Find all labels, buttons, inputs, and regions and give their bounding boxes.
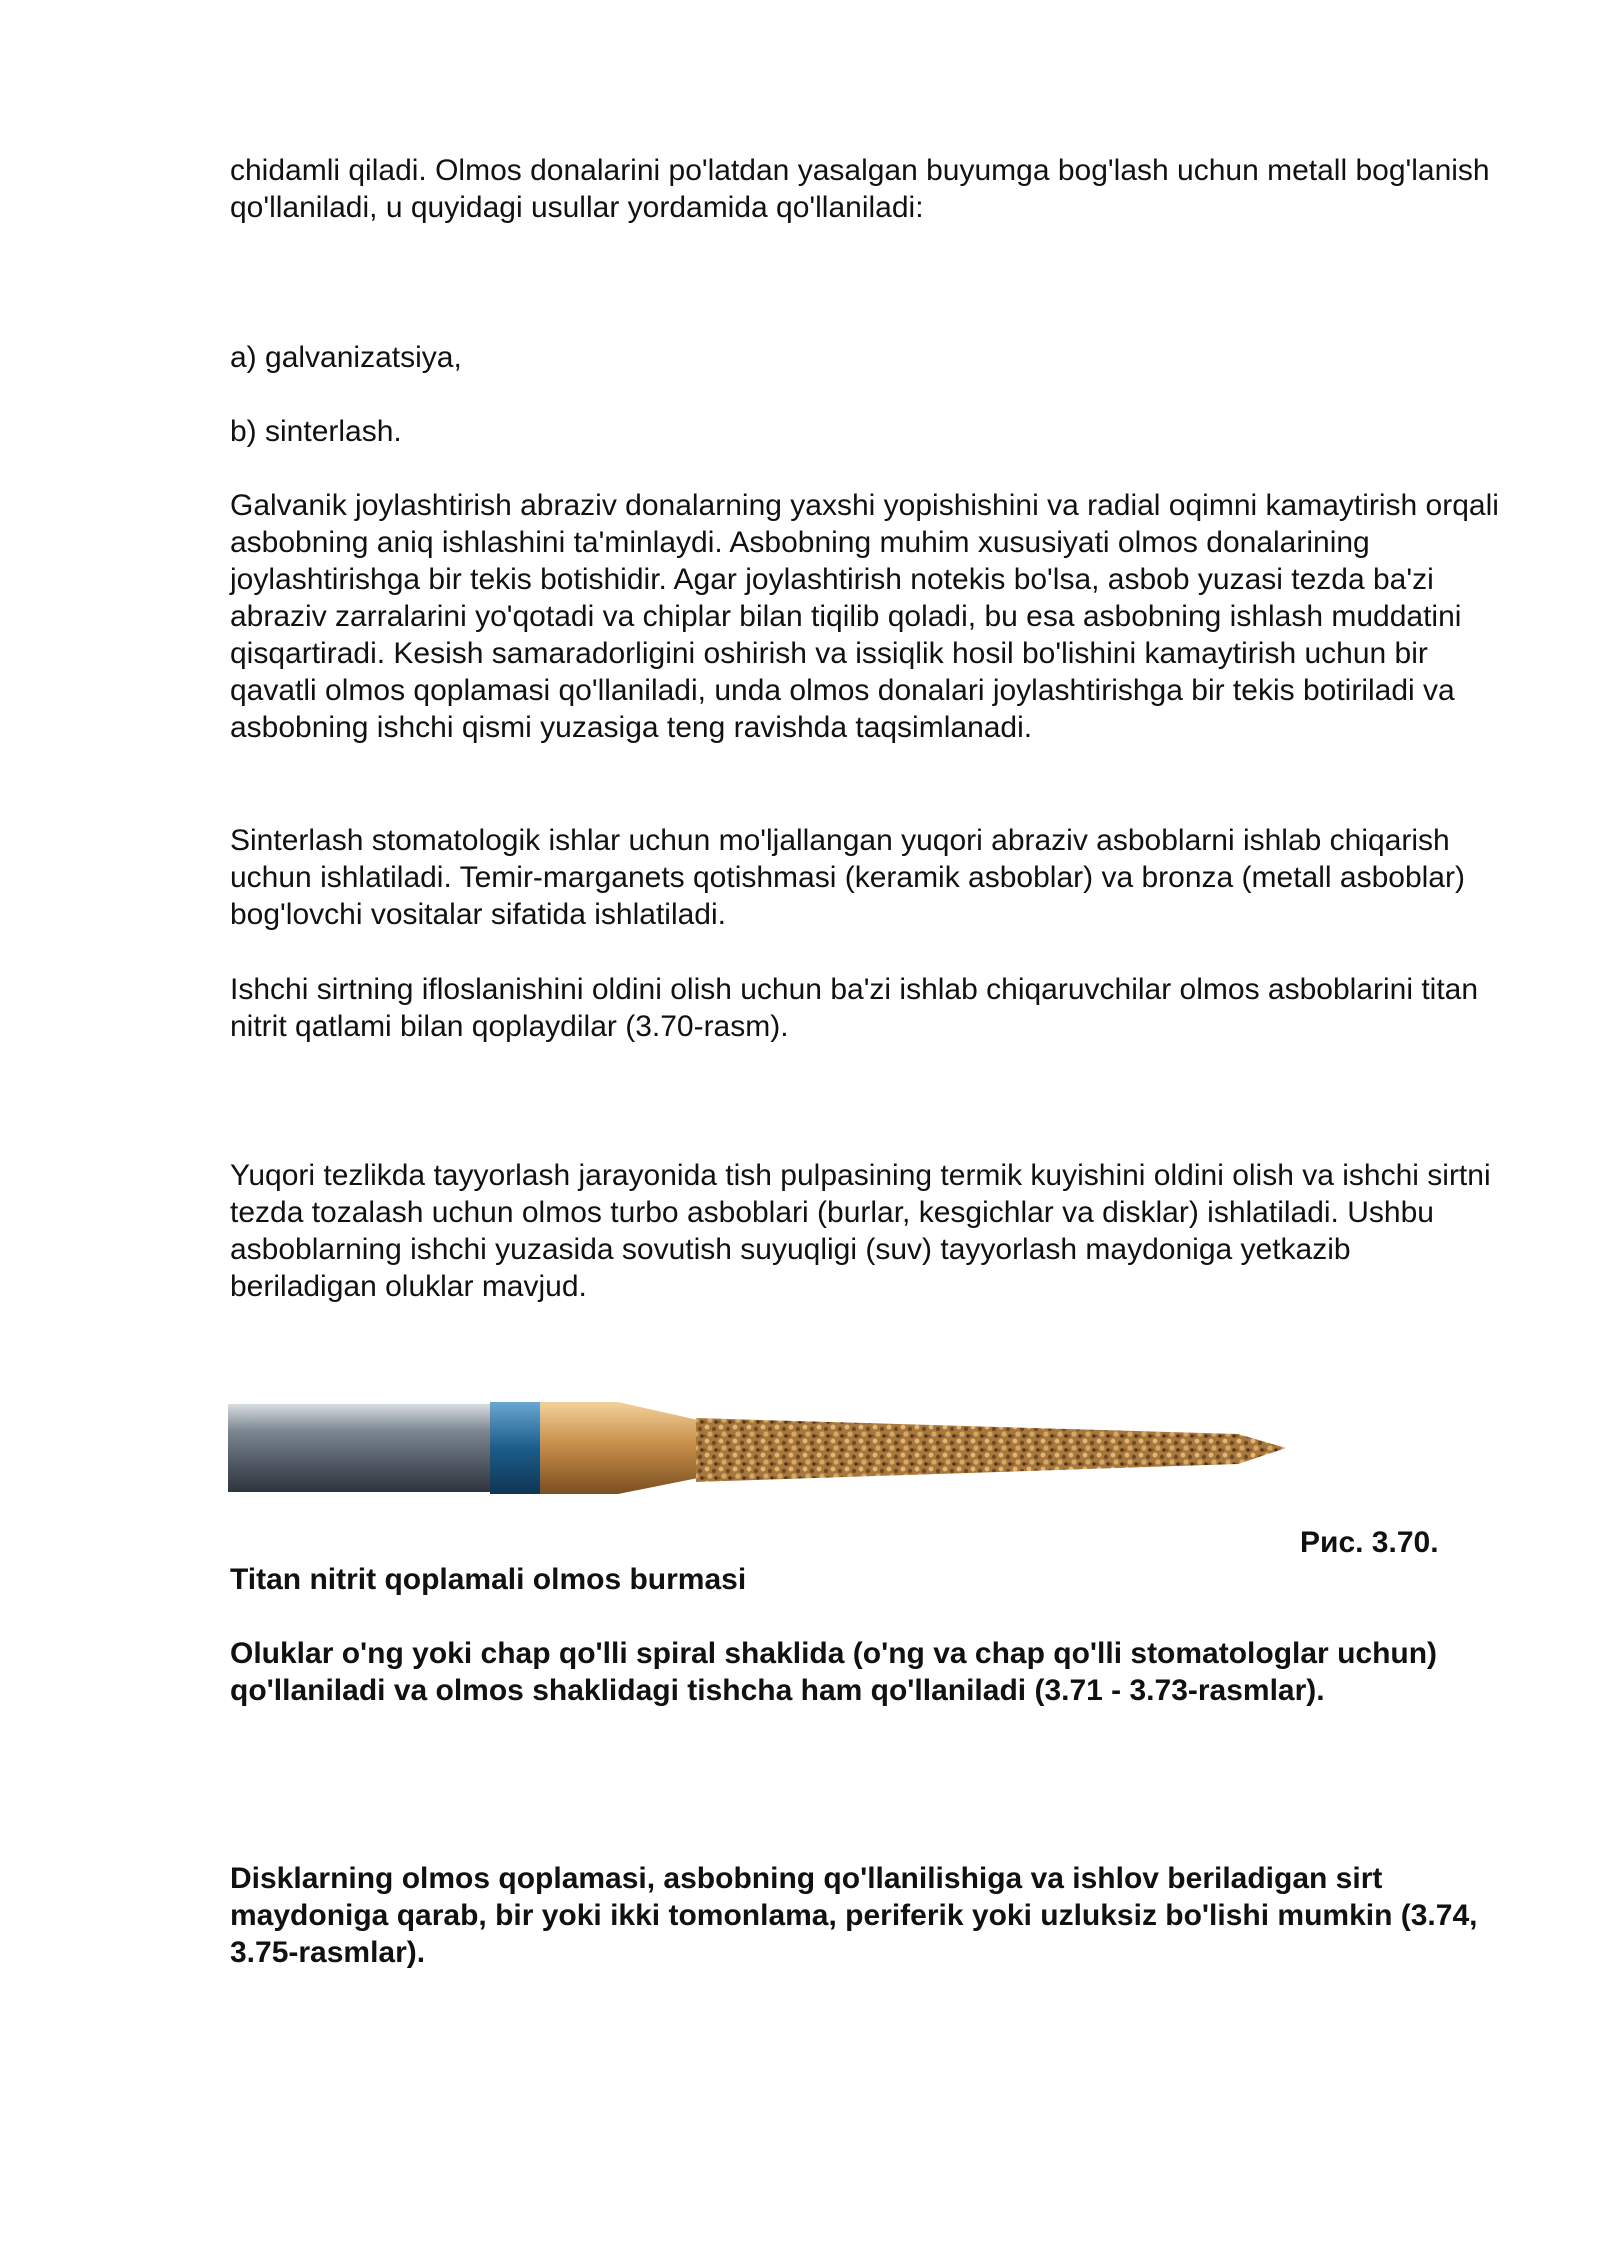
- paragraph-discs: Disklarning olmos qoplamasi, asbobning qo'llanilishiga va ishlov beriladigan sirt maydoniga qarab, bir yoki ikki tomonlama, periferik yoki uzluksiz bo'lishi mumkin (3.74, 3.75-rasmlar).: [230, 1862, 1478, 1969]
- paragraph-turbo: Yuqori tezlikda tayyorlash jarayonida tish pulpasining termik kuyishini oldini olish va ishchi sirtni tezda tozalash uchun olmos turbo asboblari (burlar, kesgichlar va disklar) ishlatiladi. Ushbu asboblarning ishchi yuzasida sovutish suyuqligi (suv) tayyorlash maydoniga yetkazib beriladigan oluklar mavjud.: [230, 1159, 1491, 1303]
- paragraph-titanium: Ishchi sirtning ifloslanishini oldini olish uchun ba'zi ishlab chiqaruvchilar olmos asboblarini titan nitrit qatlami bilan qoplaydilar (3.70-rasm).: [230, 973, 1479, 1043]
- figure-number: Рис. 3.70.: [1300, 1526, 1439, 1559]
- paragraph-sintering: Sinterlash stomatologik ishlar uchun mo'ljallangan yuqori abraziv asboblarni ishlab chiqarish uchun ishlatiladi. Temir-marganets qotishmasi (keramik asboblar) va bronza (metall asboblar) bog'lovchi vositalar sifatida ishlatiladi.: [230, 824, 1465, 931]
- list-item-a: a) galvanizatsiya,: [230, 341, 462, 374]
- diamond-bur-image: [228, 1382, 1298, 1512]
- figure-caption: Titan nitrit qoplamali olmos burmasi: [230, 1563, 747, 1596]
- paragraph-grooves: Oluklar o'ng yoki chap qo'lli spiral shaklida (o'ng va chap qo'lli stomatologlar uchun) qo'llaniladi va olmos shaklidagi tishcha ham qo'llaniladi (3.71 - 3.73-rasmlar).: [230, 1637, 1438, 1707]
- list-item-b: b) sinterlash.: [230, 415, 402, 448]
- paragraph-galvanic: Galvanik joylashtirish abraziv donalarning yaxshi yopishishini va radial oqimni kamaytirish orqali asbobning aniq ishlashini ta'minlaydi. Asbobning muhim xususiyati olmos donalarining joylashtirishga bir tekis botishidir. Agar joylashtirish notekis bo'lsa, asbob yuzasi tezda ba'zi abraziv zarralarini yo'qotadi va chiplar bilan tiqilib qoladi, bu esa asbobning ishlash muddatini qisqartiradi. Kesish samaradorligini oshirish va issiqlik hosil bo'lishini kamaytirish uchun bir qavatli olmos qoplamasi qo'llaniladi, unda olmos donalari joylashtirishga bir tekis botiriladi va asbobning ishchi qismi yuzasiga teng ravishda taqsimlanadi.: [230, 489, 1499, 744]
- paragraph-intro: chidamli qiladi. Olmos donalarini po'latdan yasalgan buyumga bog'lash uchun metall bog'lanish qo'llaniladi, u quyidagi usullar yordamida qo'llaniladi:: [230, 154, 1490, 224]
